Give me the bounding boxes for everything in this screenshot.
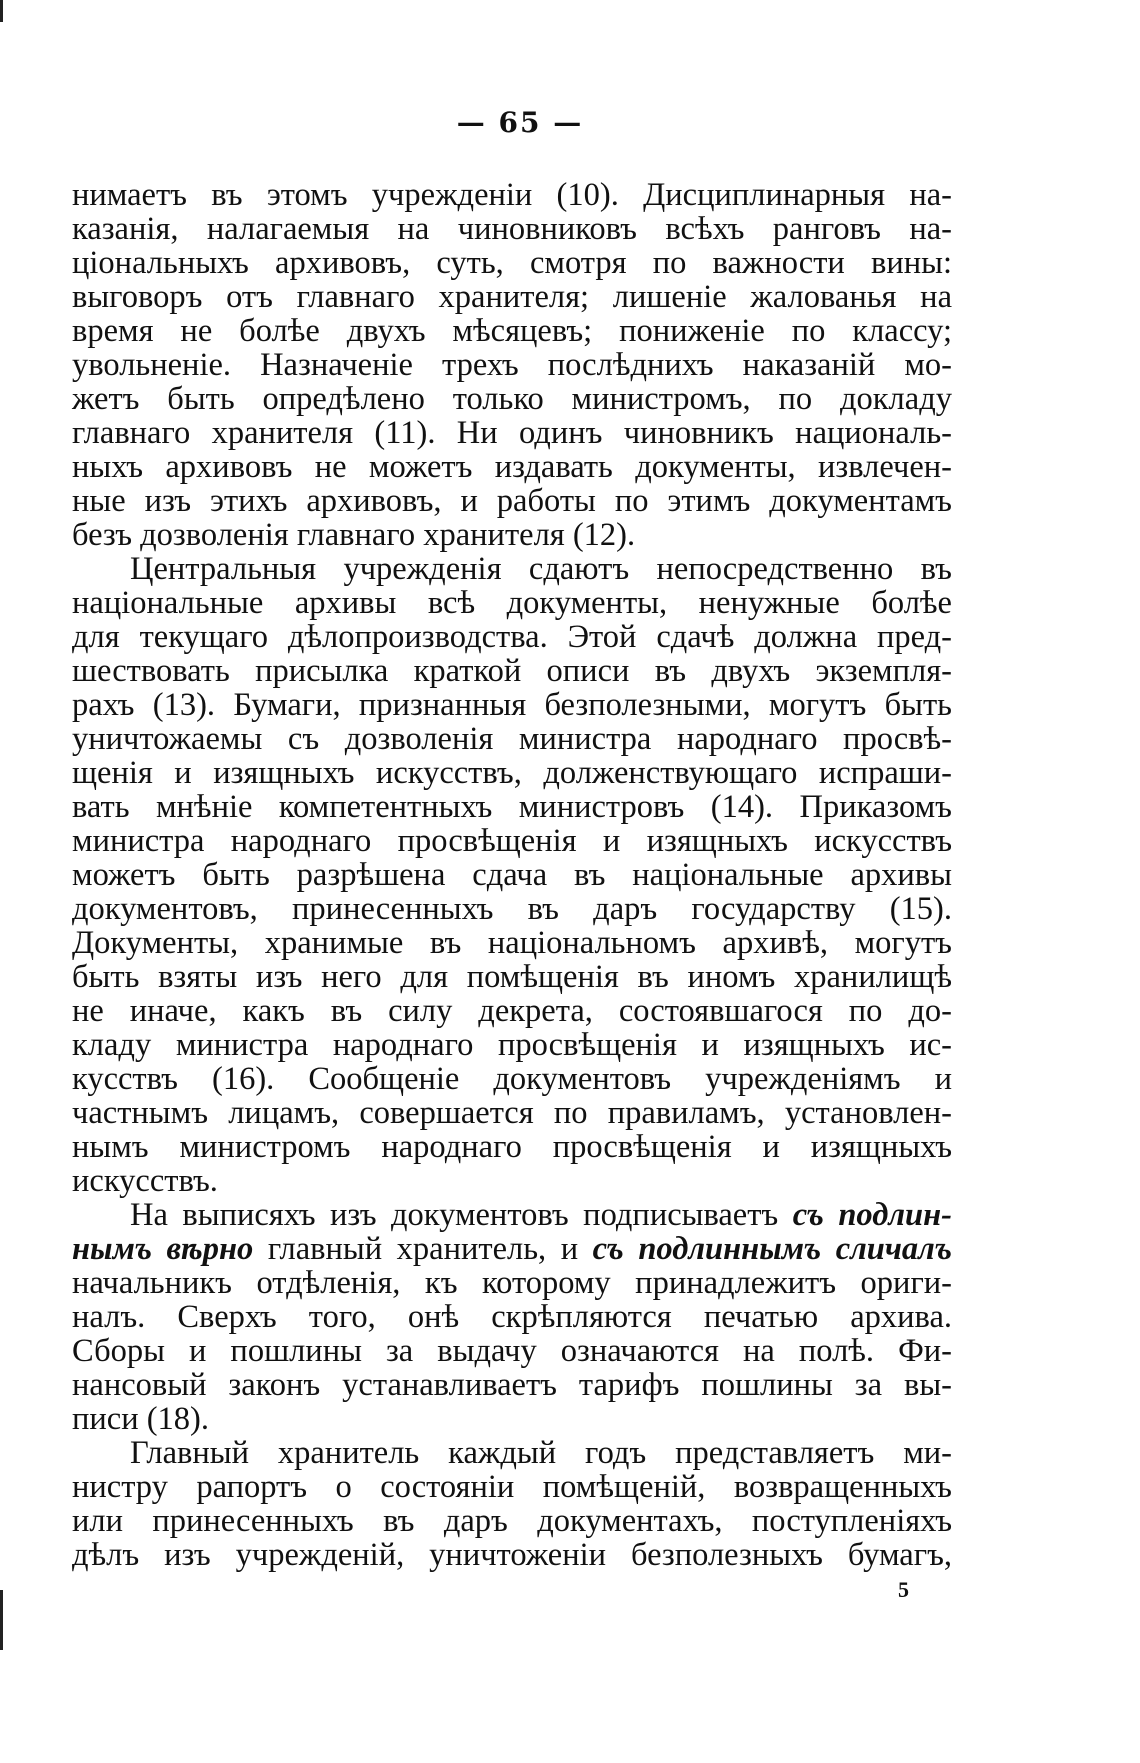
text-line: кусствъ (16). Сообщеніе документовъ учрежденіямъ и [72, 1061, 952, 1097]
italic-text-run: съ подлиннымъ сличалъ [592, 1231, 952, 1267]
text-line: щенія и изящныхъ искусствъ, долженствующаго испраши- [72, 755, 952, 791]
text-line: или принесенныхъ въ даръ документахъ, поступленіяхъ [72, 1503, 952, 1539]
text-line: кладу министра народнаго просвѣщенія и изящныхъ ис- [72, 1027, 952, 1063]
text-line: время не болѣе двухъ мѣсяцевъ; пониженіе по классу; [72, 313, 952, 349]
text-run: На выписяхъ изъ документовъ подписываетъ [130, 1197, 793, 1233]
body-text [72, 178, 952, 1572]
text-line: жетъ быть опредѣлено только министромъ, по докладу [72, 381, 952, 417]
text-line: дѣлъ изъ учрежденій, уничтоженіи безполезныхъ бумагъ, [72, 1537, 952, 1573]
text-line: Документы, хранимые въ національномъ архивѣ, могутъ [72, 925, 952, 961]
text-line: уничтожаемы съ дозволенія министра народнаго просвѣ- [72, 721, 952, 757]
text-line [72, 1232, 952, 1266]
scan-edge-mark [0, 0, 3, 22]
text-line: быть взяты изъ него для помѣщенія въ иномъ хранилищѣ [72, 959, 952, 995]
printer-signature-mark: 5 [898, 1577, 909, 1602]
text-line: ные изъ этихъ архивовъ, и работы по этимъ документамъ [72, 483, 952, 519]
text-line: писи (18). [72, 1401, 209, 1437]
text-line: увольненіе. Назначеніе трехъ послѣднихъ наказаній мо- [72, 347, 952, 383]
text-line: шествовать присылка краткой описи въ двухъ экземпля- [72, 653, 952, 689]
italic-text-run: съ подлин- [792, 1197, 952, 1233]
text-line: искусствъ. [72, 1163, 218, 1199]
text-line: казанія, налагаемыя на чиновниковъ всѣхъ ранговъ на- [72, 211, 952, 247]
text-line: нистру рапортъ о состояніи помѣщеній, возвращенныхъ [72, 1469, 952, 1505]
page-number: — 65 — [456, 106, 584, 139]
text-line: вать мнѣніе компетентныхъ министровъ (14). Приказомъ [72, 789, 952, 825]
text-line: главнаго хранителя (11). Ни одинъ чиновникъ националь- [72, 415, 952, 451]
text-line: ціональныхъ архивовъ, суть, смотря по важности вины: [72, 245, 952, 281]
paragraph-3 [72, 1198, 952, 1436]
text-line: выговоръ отъ главнаго хранителя; лишеніе жалованья на [72, 279, 952, 315]
text-line: министра народнаго просвѣщенія и изящныхъ искусствъ [72, 823, 952, 859]
text-line: можетъ быть разрѣшена сдача въ національные архивы [72, 857, 952, 893]
paragraph-1 [72, 178, 952, 552]
text-line: нансовый законъ устанавливаетъ тарифъ пошлины за вы- [72, 1367, 952, 1403]
text-run: главный хранитель, и [253, 1231, 593, 1267]
text-line: начальникъ отдѣленія, къ которому принадлежитъ ориги- [72, 1265, 952, 1301]
text-line [72, 1198, 952, 1232]
text-line: не иначе, какъ въ силу декрета, состоявшагося по до- [72, 993, 952, 1029]
text-line: безъ дозволенія главнаго хранителя (12). [72, 517, 636, 553]
text-line: нимаетъ въ этомъ учрежденіи (10). Дисциплинарныя на- [72, 177, 952, 213]
italic-text-run: нымъ вѣрно [72, 1231, 254, 1267]
text-line: для текущаго дѣлопроизводства. Этой сдачѣ должна пред- [72, 619, 952, 655]
text-line: ныхъ архивовъ не можетъ издавать документы, извлечен- [72, 449, 952, 485]
text-line: документовъ, принесенныхъ въ даръ государству (15). [72, 891, 952, 927]
text-line: нымъ министромъ народнаго просвѣщенія и изящныхъ [72, 1129, 952, 1165]
text-line: Главный хранитель каждый годъ представляетъ ми- [130, 1435, 952, 1471]
paragraph-4 [72, 1436, 952, 1572]
text-line: Сборы и пошлины за выдачу означаются на полѣ. Фи- [72, 1333, 952, 1369]
text-line: національные архивы всѣ документы, ненужные болѣе [72, 585, 952, 621]
text-line: частнымъ лицамъ, совершается по правиламъ, установлен- [72, 1095, 952, 1131]
text-line: Центральныя учрежденія сдаютъ непосредственно въ [130, 551, 952, 587]
scan-edge-mark [0, 1590, 3, 1650]
paragraph-2 [72, 552, 952, 1198]
text-line: налъ. Сверхъ того, онѣ скрѣпляются печатью архива. [72, 1299, 952, 1335]
text-line: рахъ (13). Бумаги, признанныя безполезными, могутъ быть [72, 687, 952, 723]
